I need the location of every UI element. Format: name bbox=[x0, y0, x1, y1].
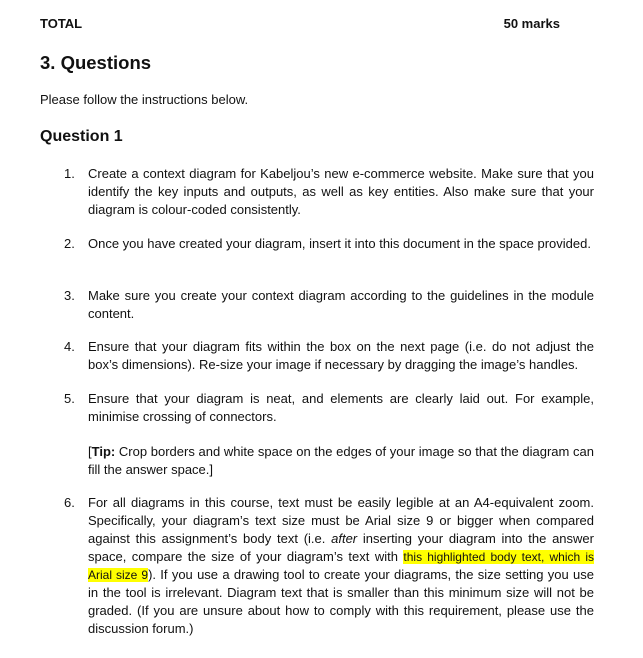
item-text-part: ). If you use a drawing tool to create your diagrams, the size setting you use in the tool is irrelevant. Diagram text that is smaller than this minimum size will not be graded. (If you are unsure about how to comply with this requirement, please use the discussion forum.) bbox=[88, 567, 595, 636]
tip-label: Tip: bbox=[91, 444, 116, 459]
item-number: 2. bbox=[64, 236, 75, 251]
item-text bbox=[88, 494, 594, 638]
total-marks: 50 marks bbox=[503, 16, 560, 31]
item-text-part: For all diagrams in this course, text must be easily legible at an A4-equivalent zoom. Specifically, your diagram’s text size must be Arial size 9 or bigger when compared against this assignment’s body text (i.e. bbox=[88, 495, 594, 546]
item-text-part: inserting your diagram into the answer space, compare the size of your diagram’s text with bbox=[88, 531, 594, 564]
tip-paragraph bbox=[88, 443, 594, 479]
item-text: Ensure that your diagram fits within the box on the next page (i.e. do not adjust the box’s dimensions). Re-size your image if necessary by dragging the image’s handles. bbox=[88, 339, 594, 372]
item-number: 3. bbox=[64, 288, 75, 303]
highlighted-text: this highlighted body text, which is Arial size 9 bbox=[88, 550, 595, 582]
question-title: Question 1 bbox=[40, 128, 123, 145]
tip-text: Crop borders and white space on the edges of your image so that the diagram can fill the answer space.] bbox=[88, 444, 594, 477]
item-text: Ensure that your diagram is neat, and elements are clearly laid out. For example, minimise crossing of connectors. bbox=[88, 391, 594, 424]
section-heading: 3. Questions bbox=[40, 52, 152, 73]
item-text: Create a context diagram for Kabeljou’s new e-commerce website. Make sure that you identify the key inputs and outputs, as well as key entities. Also make sure that your diagram is colour-coded consistently. bbox=[88, 166, 594, 217]
item-number: 6. bbox=[64, 495, 75, 510]
emphasis-text: after bbox=[331, 531, 358, 546]
tip-open: [ bbox=[88, 444, 92, 459]
item-number: 1. bbox=[64, 166, 75, 181]
item-number: 5. bbox=[64, 391, 75, 406]
total-row bbox=[40, 16, 560, 34]
total-label: TOTAL bbox=[40, 16, 83, 31]
item-text: Make sure you create your context diagram according to the guidelines in the module content. bbox=[88, 288, 594, 321]
item-number: 4. bbox=[64, 339, 75, 354]
intro-text: Please follow the instructions below. bbox=[40, 92, 249, 107]
item-text: Once you have created your diagram, insert it into this document in the space provided. bbox=[88, 236, 591, 251]
